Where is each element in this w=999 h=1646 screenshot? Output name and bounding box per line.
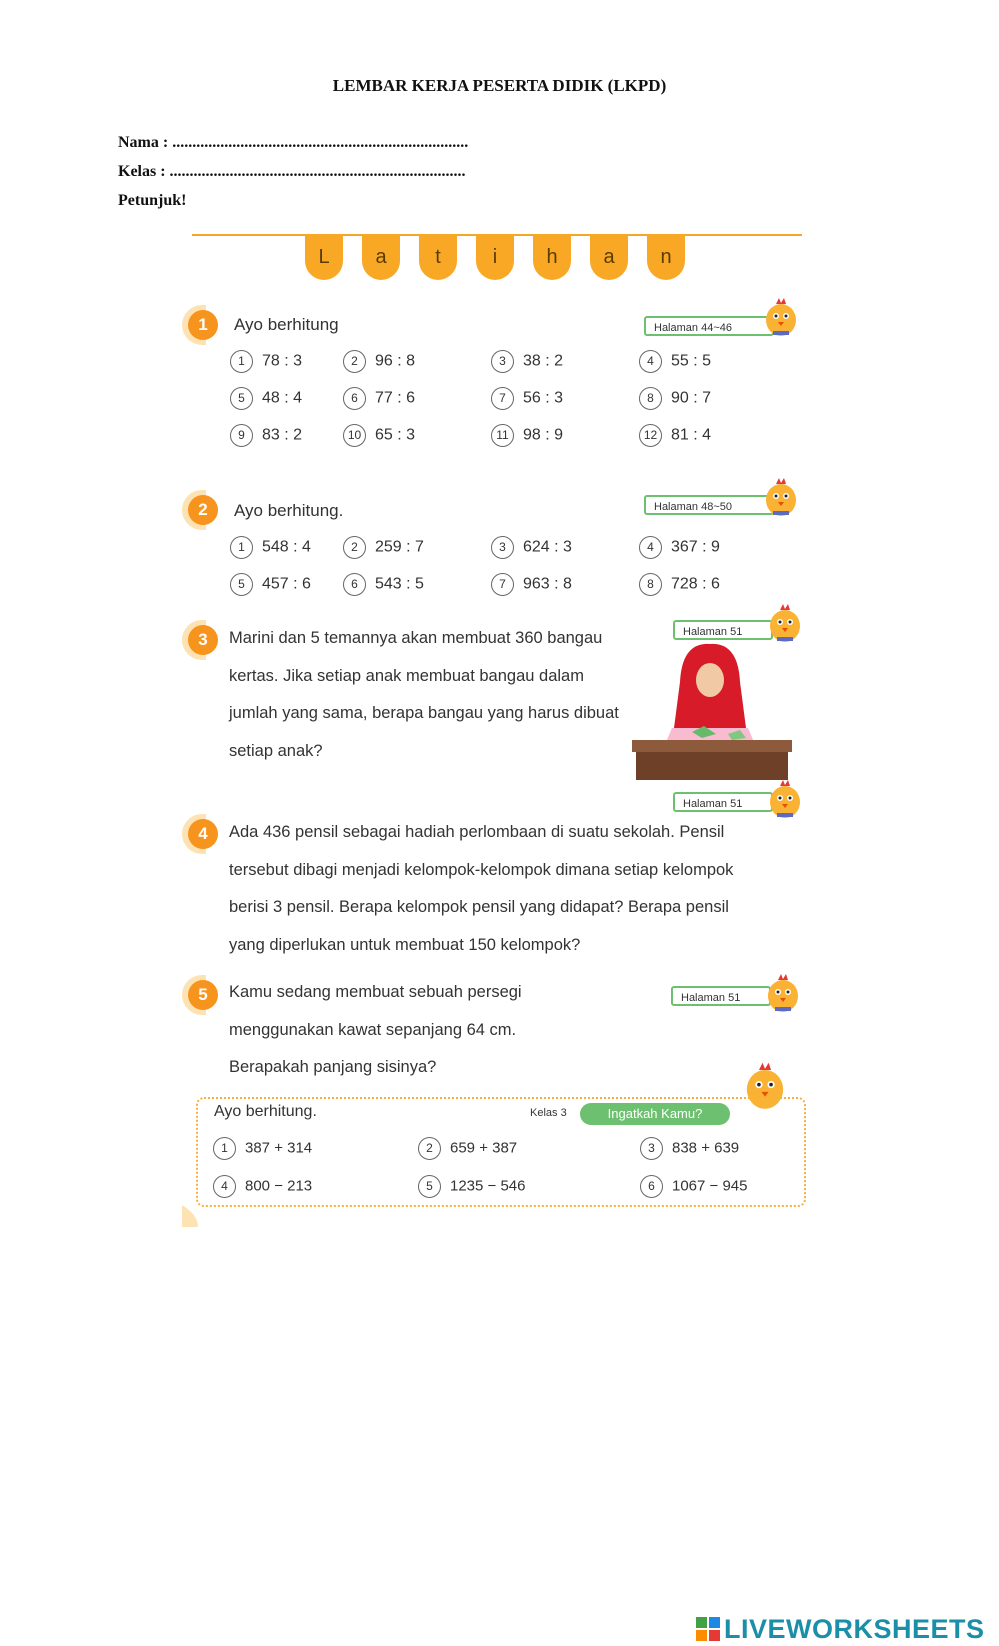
chick-icon: [766, 604, 804, 644]
problem-text: Marini dan 5 temannya akan membuat 360 bangau kertas. Jika setiap anak membuat bangau dalam jumlah yang sama, berapa bangau yang harus dibuat setiap anak?: [229, 629, 619, 760]
problem-text: Kamu sedang membuat sebuah persegi menggunakan kawat sepanjang 64 cm. Berapakah panjang sisinya?: [229, 983, 522, 1076]
banner-flag: i: [476, 234, 514, 280]
banner-flag: a: [590, 234, 628, 280]
banner-flag: h: [533, 234, 571, 280]
exercise-item: 8 728 : 6: [639, 573, 720, 596]
banner-flag: a: [362, 234, 400, 280]
exercise-item: 7 56 : 3: [491, 387, 563, 410]
exercise-item: 2 96 : 8: [343, 350, 415, 373]
page-reference: Halaman 51: [673, 620, 773, 640]
page-reference: Halaman 51: [673, 792, 773, 812]
class-label: Kelas 3: [530, 1107, 567, 1119]
page-reference: Halaman 51: [671, 986, 771, 1006]
review-heading: Ayo berhitung.: [214, 1103, 317, 1120]
section-number: 3: [188, 625, 218, 655]
exercise-item: 4 367 : 9: [639, 536, 720, 559]
exercise-item: 3 838 + 639: [640, 1137, 739, 1160]
chick-icon: [766, 780, 804, 820]
exercise-item: 1 78 : 3: [230, 350, 302, 373]
exercise-item: 1 548 : 4: [230, 536, 311, 559]
exercise-item: 3 624 : 3: [491, 536, 572, 559]
chick-icon: [762, 478, 800, 518]
corner-decoration: [182, 1205, 198, 1227]
section-number: 5: [188, 980, 218, 1010]
page-reference: Halaman 48~50: [644, 495, 774, 515]
exercise-item: 2 659 + 387: [418, 1137, 517, 1160]
section-number: 2: [188, 495, 218, 525]
exercise-item: 6 543 : 5: [343, 573, 424, 596]
liveworksheets-logo-icon: [696, 1617, 720, 1641]
class-field: Kelas : ..........................................................................: [118, 163, 466, 180]
exercise-item: 4 800 − 213: [213, 1175, 312, 1198]
section-number: 4: [188, 819, 218, 849]
remember-badge: Ingatkah Kamu?: [580, 1103, 730, 1125]
exercise-item: 10 65 : 3: [343, 424, 415, 447]
banner-flag: L: [305, 234, 343, 280]
chick-icon: [764, 974, 802, 1014]
exercise-item: 7 963 : 8: [491, 573, 572, 596]
chick-icon: [762, 298, 800, 338]
exercise-item: 9 83 : 2: [230, 424, 302, 447]
exercise-item: 5 457 : 6: [230, 573, 311, 596]
exercise-item: 4 55 : 5: [639, 350, 711, 373]
exercise-item: 6 77 : 6: [343, 387, 415, 410]
section-heading: Ayo berhitung.: [234, 501, 344, 520]
exercise-item: 12 81 : 4: [639, 424, 711, 447]
section-number: 1: [188, 310, 218, 340]
banner-flag: t: [419, 234, 457, 280]
section-heading: Ayo berhitung: [234, 315, 339, 334]
worksheet-title: LEMBAR KERJA PESERTA DIDIK (LKPD): [332, 76, 667, 95]
exercise-item: 5 1235 − 546: [418, 1175, 526, 1198]
exercise-item: 8 90 : 7: [639, 387, 711, 410]
exercise-item: 2 259 : 7: [343, 536, 424, 559]
problem-text: Ada 436 pensil sebagai hadiah perlombaan di suatu sekolah. Pensil tersebut dibagi menjadi kelompok-kelompok dimana setiap kelompok berisi 3 pensil. Berapa kelompok pensil yang didapat? Berapa pensil yang diperlukan untuk membuat 150 kelompok?: [229, 823, 734, 954]
exercise-item: 5 48 : 4: [230, 387, 302, 410]
name-field: Nama : ..........................................................................: [118, 134, 469, 151]
girl-folding-paper-photo: [632, 642, 792, 780]
chick-icon: [742, 1062, 788, 1112]
instruction-label: Petunjuk!: [118, 192, 187, 209]
exercise-item: 1 387 + 314: [213, 1137, 312, 1160]
exercise-item: 6 1067 − 945: [640, 1175, 748, 1198]
exercise-item: 3 38 : 2: [491, 350, 563, 373]
banner-flag: n: [647, 234, 685, 280]
exercise-item: 11 98 : 9: [491, 424, 563, 447]
page-reference: Halaman 44~46: [644, 316, 774, 336]
liveworksheets-brand[interactable]: LIVEWORKSHEETS: [724, 1614, 985, 1644]
